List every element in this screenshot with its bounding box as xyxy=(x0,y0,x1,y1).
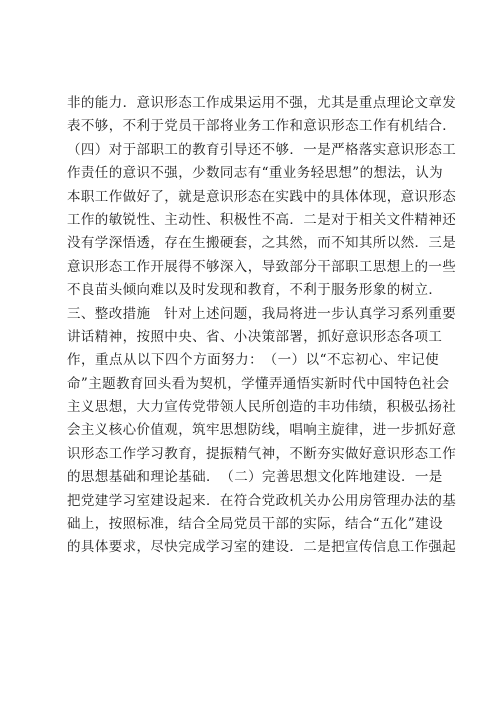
text-line: 把党建学习室建设起来．在符合党政机关办公用房管理办法的基 xyxy=(67,492,457,509)
text-line: 会主义核心价值观，筑牢思想防线，唱响主旋律，进一步抓好意 xyxy=(67,422,457,439)
text-line: 本职工作做好了，就是意识形态在实践中的具体体现，意识形态 xyxy=(67,188,457,205)
text-line: 不良苗头倾向难以及时发现和教育，不利于服务形象的树立． xyxy=(67,282,443,299)
text-line: 讲话精神，按照中央、省、小决策部署，抓好意识形态各项工 xyxy=(67,328,443,345)
text-line: 没有学深悟透，存在生搬硬套，之其然，而不知其所以然．三是 xyxy=(67,235,457,252)
text-line: 识形态工作学习教育，提振精气神，不断夯实做好意识形态工作 xyxy=(67,445,457,462)
text-line: 表不够，不利于党员干部将业务工作和意识形态工作有机结合． xyxy=(67,118,457,135)
text-line: （四）对于部职工的教育引导还不够．一是严格落实意识形态工 xyxy=(67,141,457,158)
text-line: 础上，按照标准，结合全局党员干部的实际，结合“五化”建设 xyxy=(67,516,444,533)
text-line: 的具体要求，尽快完成学习室的建设．二是把宣传信息工作强起 xyxy=(67,539,457,556)
text-line: 命”主题教育回头看为契机，学懂弄通悟实新时代中国特色社会 xyxy=(67,375,450,392)
text-line: 三、整改措施 针对上述问题，我局将进一步认真学习系列重要 xyxy=(67,305,457,322)
text-line: 作责任的意识不强，少数同志有“重业务轻思想”的想法，认为 xyxy=(67,165,444,182)
text-line: 非的能力．意识形态工作成果运用不强，尤其是重点理论文章发 xyxy=(67,95,457,111)
body-text xyxy=(67,92,457,560)
text-line: 主义思想，大力宣传党带领人民所创造的丰功伟绩，积极弘扬社 xyxy=(67,399,457,416)
text-line: 工作的敏锐性、主动性、积极性不高．二是对于相关文件精神还 xyxy=(67,211,457,228)
text-line: 的思想基础和理论基础． （二）完善思想文化阵地建设．一是 xyxy=(67,469,443,486)
text-line: 意识形态工作开展得不够深入，导致部分干部职工思想上的一些 xyxy=(67,258,457,275)
text-line: 作，重点从以下四个方面努力： （一）以“不忘初心、牢记使 xyxy=(67,352,439,369)
